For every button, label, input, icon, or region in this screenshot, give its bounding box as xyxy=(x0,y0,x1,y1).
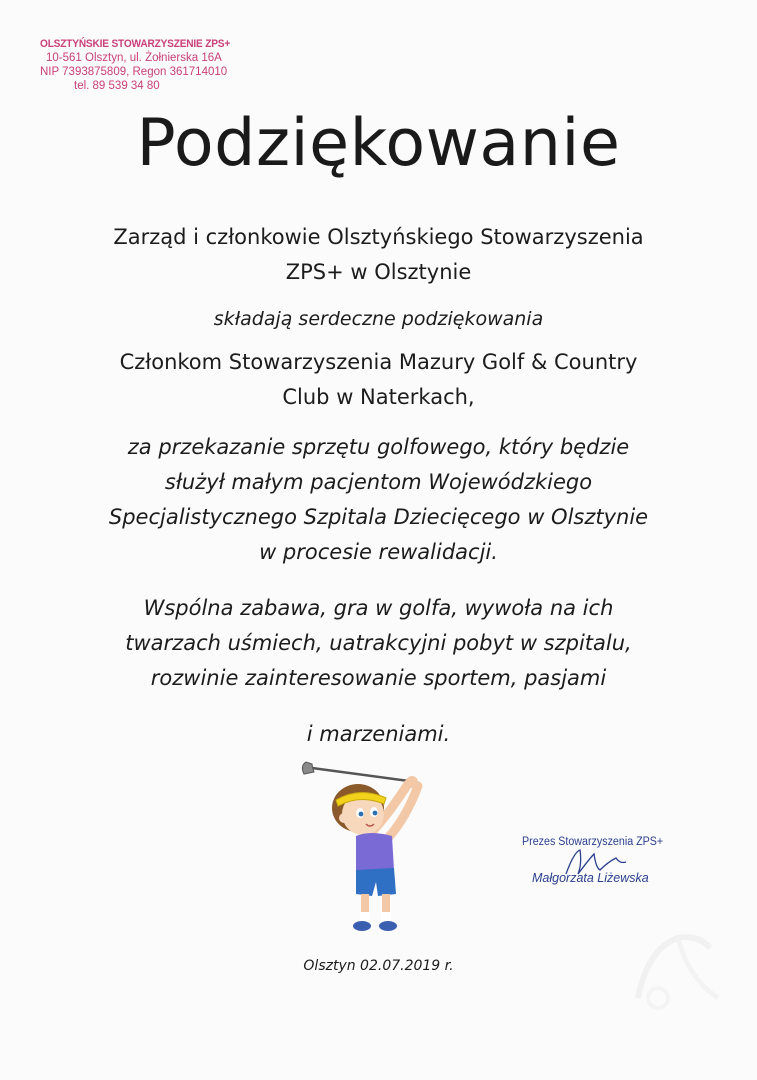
wish-ending xyxy=(40,717,717,752)
stamp-name: OLSZTYŃSKIE STOWARZYSZENIE ZPS+ xyxy=(40,38,231,50)
reason-line: Specjalistycznego Szpitala Dziecięcego w Olsztynie xyxy=(108,505,649,529)
reason-line: za przekazanie sprzętu golfowego, który będzie xyxy=(127,435,630,459)
give-thanks-line xyxy=(40,302,717,337)
child-golfer-illustration xyxy=(298,758,428,938)
recipients-line: Członkom Stowarzyszenia Mazury Golf & Country xyxy=(119,350,638,374)
recipients-paragraph xyxy=(40,345,717,415)
wish-ending-text: i marzeniami. xyxy=(306,722,451,746)
reason-line: w procesie rewalidacji. xyxy=(259,540,498,564)
page-title: Podziękowanie xyxy=(136,106,621,181)
give-thanks-text: składają serdeczne podziękowania xyxy=(213,308,544,330)
wish-paragraph xyxy=(40,591,717,696)
board-line: Zarząd i członkowie Olsztyńskiego Stowarzyszenia xyxy=(113,225,644,249)
board-paragraph xyxy=(40,220,717,290)
stamp-phone: tel. 89 539 34 80 xyxy=(74,80,160,92)
stamp-address: 10-561 Olsztyn, ul. Żołnierska 16A xyxy=(46,52,222,64)
document-date: Olsztyn 02.07.2019 r. xyxy=(303,958,454,974)
association-stamp xyxy=(40,37,231,93)
signature-name: Małgorzata Liżewska xyxy=(532,871,649,885)
signature-block xyxy=(522,832,692,896)
stamp-nip-regon: NIP 7393875809, Regon 361714010 xyxy=(40,66,228,78)
faint-watermark-graphic xyxy=(618,908,738,1018)
board-line: ZPS+ w Olsztynie xyxy=(285,260,472,284)
wish-line: twarzach uśmiech, uatrakcyjni pobyt w szpitalu, xyxy=(125,631,632,655)
reason-paragraph xyxy=(40,430,717,570)
wish-line: Wspólna zabawa, gra w golfa, wywoła na ich xyxy=(143,596,614,620)
reason-line: służył małym pacjentom Wojewódzkiego xyxy=(164,470,593,494)
recipients-line: Club w Naterkach, xyxy=(282,385,475,409)
wish-line: rozwinie zainteresowanie sportem, pasjami xyxy=(150,666,607,690)
signature-title: Prezes Stowarzyszenia ZPS+ xyxy=(522,836,664,848)
